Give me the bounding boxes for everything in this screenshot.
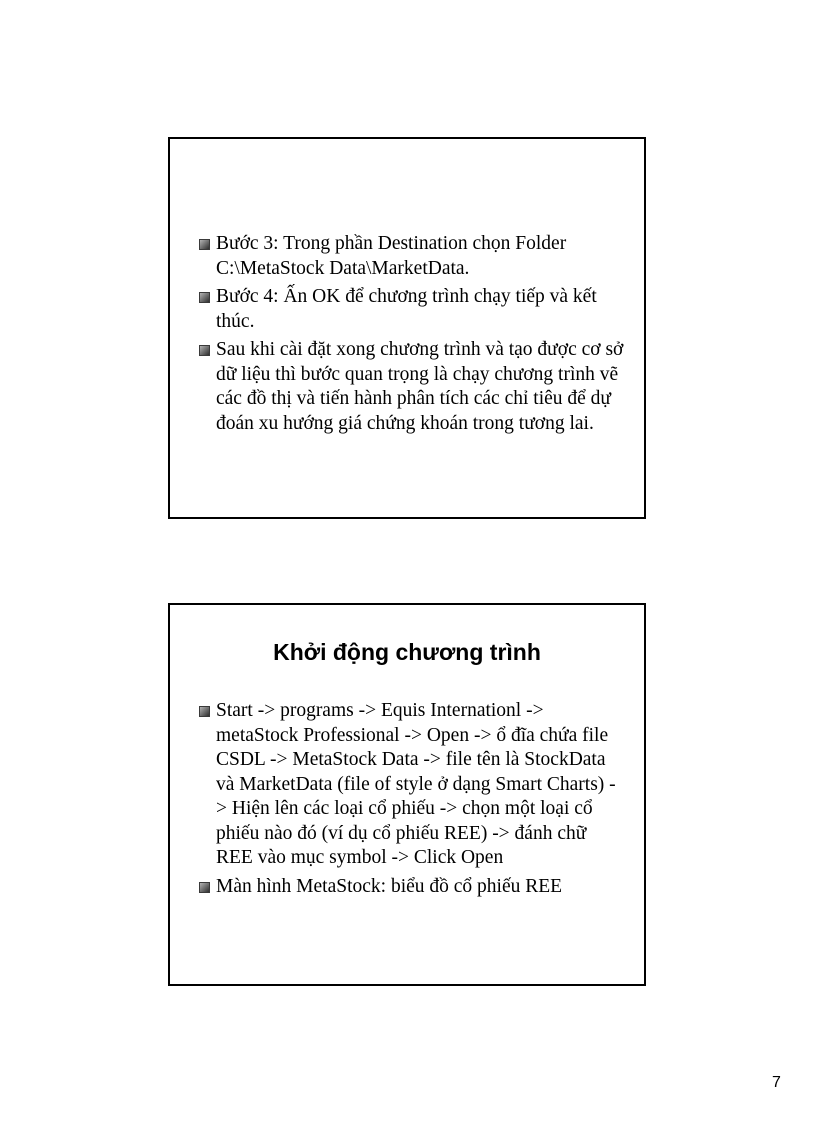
square-bullet-icon bbox=[199, 345, 210, 356]
slide-1-bullet-text: Sau khi cài đặt xong chương trình và tạo được cơ sở dữ liệu thì bước quan trọng là chạy chương trình vẽ các đồ thị và tiến hành phân tích các chỉ tiêu để dự đoán xu hướng giá chứng khoán trong tương lai. bbox=[216, 339, 624, 434]
slide-1-bullet-list bbox=[198, 232, 624, 440]
square-bullet-icon bbox=[199, 706, 210, 717]
square-bullet-icon bbox=[199, 292, 210, 303]
slide-2-bullet bbox=[198, 699, 624, 871]
page-number: 7 bbox=[772, 1074, 781, 1091]
slide-1-bullet bbox=[198, 285, 624, 334]
slide-2 bbox=[168, 603, 646, 986]
slide-1 bbox=[168, 137, 646, 519]
slide-2-bullet-list bbox=[198, 699, 624, 903]
slide-2-title: Khởi động chương trình bbox=[273, 639, 541, 665]
slide-2-bullet-text: Màn hình MetaStock: biểu đồ cổ phiếu REE bbox=[216, 875, 563, 897]
slide-2-bullet-text: Start -> programs -> Equis Internationl -> metaStock Professional -> Open -> ổ đĩa chứa file CSDL -> MetaStock Data -> file tên là StockData và MarketData (file of style ở dạng Smart Charts) -> Hiện lên các loại cổ phiếu -> chọn một loại cổ phiếu nào đó (ví dụ cổ phiếu REE) -> đánh chữ REE vào mục symbol -> Click Open bbox=[216, 700, 616, 868]
slide-1-bullet bbox=[198, 338, 624, 436]
slide-1-bullet-text: Bước 3: Trong phần Destination chọn Folder C:\MetaStock Data\MarketData. bbox=[216, 233, 567, 279]
slide-2-bullet bbox=[198, 875, 624, 900]
slide-1-bullet-text: Bước 4: Ấn OK để chương trình chạy tiếp và kết thúc. bbox=[216, 286, 597, 332]
square-bullet-icon bbox=[199, 239, 210, 250]
slide-1-bullet bbox=[198, 232, 624, 281]
square-bullet-icon bbox=[199, 882, 210, 893]
